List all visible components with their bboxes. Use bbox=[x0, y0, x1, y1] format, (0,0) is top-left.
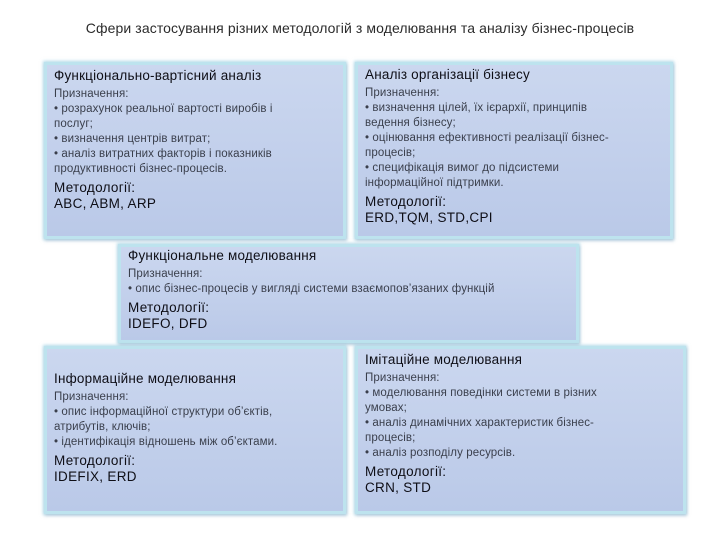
functional-value-analysis-box bbox=[44, 62, 346, 239]
methods-value: CRN, STD bbox=[365, 480, 432, 495]
box-title: Інформаційне моделювання bbox=[54, 371, 237, 386]
methods-label: Методології: bbox=[54, 180, 136, 195]
purpose-label: Призначення: bbox=[54, 88, 129, 100]
business-organization-analysis-box bbox=[355, 62, 673, 239]
purpose-line: • аналіз динамічних характеристик бізнес- bbox=[365, 417, 594, 429]
purpose-label: Призначення: bbox=[54, 391, 129, 403]
box-title: Аналіз організації бізнесу bbox=[365, 67, 530, 82]
purpose-line: • опис бізнес-процесів у вигляді системи взаємопов’язаних функцій bbox=[128, 283, 495, 295]
methods-value: IDEFIX, ERD bbox=[54, 469, 137, 484]
purpose-label: Призначення: bbox=[365, 87, 440, 99]
information-modeling-box bbox=[44, 346, 346, 514]
page-title: Сфери застосування різних методологій з моделювання та аналізу бізнес-процесів bbox=[85, 20, 635, 36]
methods-label: Методології: bbox=[365, 464, 447, 479]
purpose-line: • розрахунок реальної вартості виробів і bbox=[54, 103, 273, 115]
purpose-label: Призначення: bbox=[128, 268, 203, 280]
methods-value: IDEFO, DFD bbox=[128, 316, 208, 331]
purpose-label: Призначення: bbox=[365, 372, 440, 384]
box-title: Функціонально-вартісний аналіз bbox=[54, 68, 262, 83]
simulation-modeling-box bbox=[355, 346, 686, 514]
box-title: Імітаційне моделювання bbox=[365, 352, 523, 367]
methods-label: Методології: bbox=[54, 453, 136, 468]
purpose-line: • опис інформаційної структури об’єктів, bbox=[54, 406, 273, 418]
methods-label: Методології: bbox=[365, 194, 447, 209]
purpose-line: атрибутів, ключів; bbox=[54, 421, 151, 433]
methods-label: Методології: bbox=[128, 300, 210, 315]
purpose-line: • визначення центрів витрат; bbox=[54, 133, 211, 145]
methods-value: ABC, ABM, ARP bbox=[54, 196, 157, 211]
purpose-line: інформаційної підтримки. bbox=[365, 177, 504, 189]
purpose-line: умовах; bbox=[365, 402, 407, 414]
purpose-line: процесів; bbox=[365, 432, 416, 444]
box-title: Функціональне моделювання bbox=[128, 248, 317, 263]
purpose-line: • оцінювання ефективності реалізації бізнес- bbox=[365, 132, 609, 144]
purpose-line: • аналіз витратних факторів і показників bbox=[54, 148, 272, 160]
purpose-line: ведення бізнесу; bbox=[365, 117, 456, 129]
purpose-line: • специфікація вимог до підсистеми bbox=[365, 162, 560, 174]
purpose-line: • ідентифікація відношень між об’єктами. bbox=[54, 436, 278, 448]
purpose-line: процесів; bbox=[365, 147, 416, 159]
functional-modeling-box bbox=[118, 244, 579, 343]
purpose-line: • моделювання поведінки системи в різних bbox=[365, 387, 597, 399]
purpose-line: • визначення цілей, їх ієрархії, принципів bbox=[365, 102, 588, 114]
purpose-line: • аналіз розподілу ресурсів. bbox=[365, 447, 516, 459]
methods-value: ERD,TQM, STD,CPI bbox=[365, 210, 493, 225]
purpose-line: продуктивності бізнес-процесів. bbox=[54, 163, 228, 175]
purpose-line: послуг; bbox=[54, 118, 93, 130]
